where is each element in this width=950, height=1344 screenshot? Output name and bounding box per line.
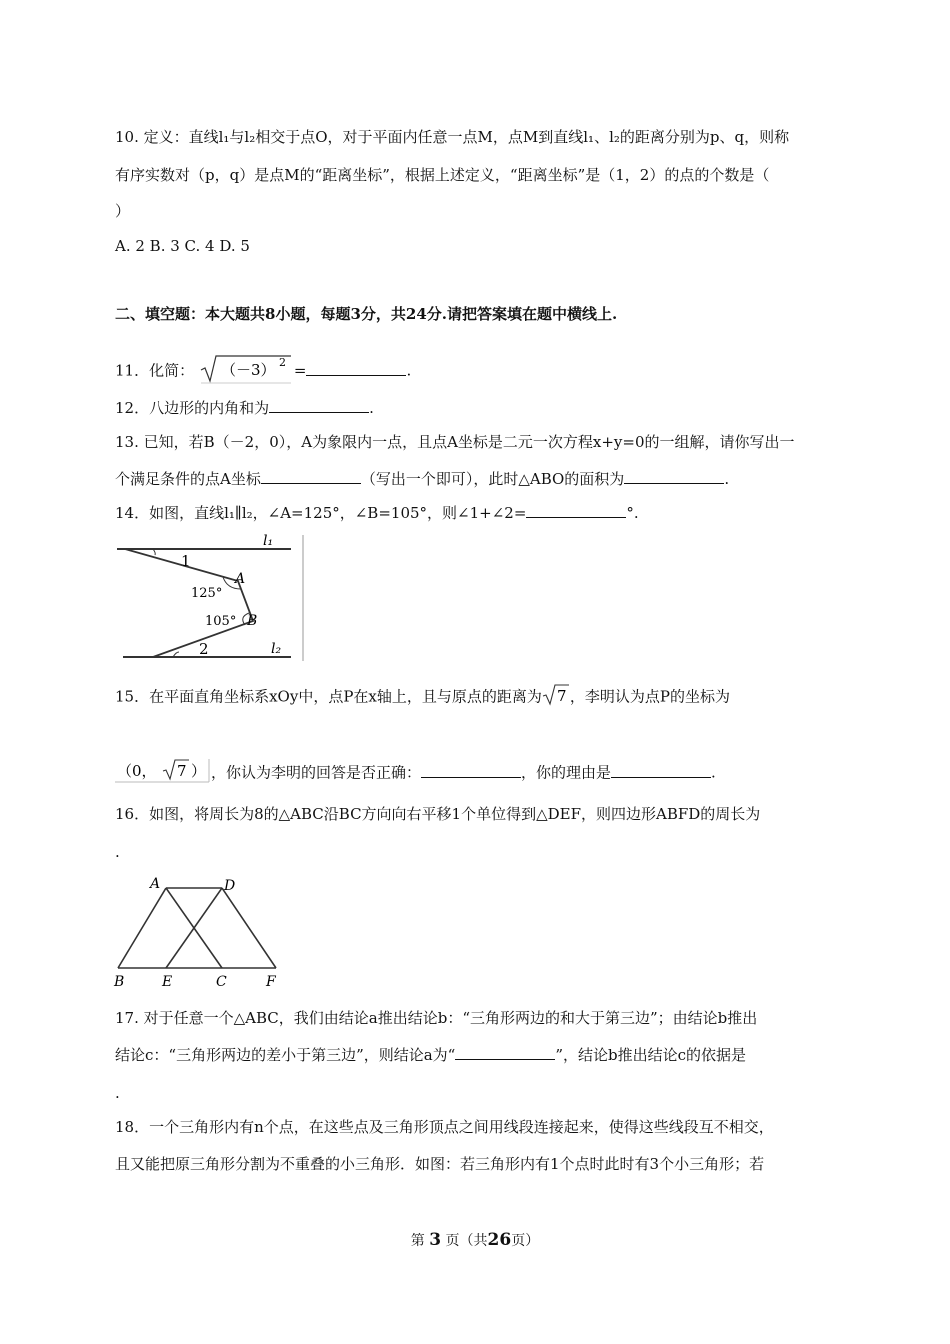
q17-text-a: 结论c：“三角形两边的差小于第三边”，则结论a为“ — [115, 1046, 456, 1064]
q15-blank-correct[interactable] — [421, 763, 521, 778]
q15-line1 — [115, 682, 730, 713]
q11-prefix: 11．化简： — [115, 361, 195, 380]
q15-sqrt7-icon — [542, 682, 570, 706]
q13-end: . — [724, 470, 730, 488]
q14-label-1: 1 — [181, 552, 191, 570]
q11-radical-box — [199, 352, 294, 391]
q14-label-l1: l₁ — [263, 533, 274, 549]
q16-label-C: C — [216, 974, 227, 990]
q14-line — [115, 503, 639, 523]
q13-blank-area[interactable] — [624, 469, 724, 484]
q14-angle-A: 125° — [191, 586, 223, 601]
q16-line2: . — [115, 843, 120, 861]
q17-answer-blank[interactable] — [455, 1045, 555, 1060]
q16-label-B: B — [114, 974, 125, 990]
footer-post: 页） — [511, 1233, 540, 1249]
q12-line — [115, 398, 374, 418]
q15-coord-sqrt7: 7 — [177, 762, 187, 780]
q15-blank-reason[interactable] — [611, 763, 711, 778]
q13-text-b: （写出一个即可），此时△ABO的面积为 — [360, 470, 625, 488]
q13-text-a: 个满足条件的点A坐标 — [115, 470, 261, 488]
q11-answer-blank[interactable] — [306, 361, 406, 376]
q16-figure — [110, 876, 285, 995]
q13-blank-coordinate[interactable] — [261, 469, 361, 484]
q17-line1: 17. 对于任意一个△ABC，我们由结论a推出结论b：“三角形两边的和大于第三边”；由结论b推出 — [115, 1009, 758, 1027]
q10-line2: 有序实数对（p，q）是点M的“距离坐标”，根据上述定义，“距离坐标”是（1，2）的点的个数是（ — [115, 166, 770, 184]
q14-angle-B: 105° — [205, 614, 237, 629]
q14-parallel-lines-diagram — [113, 533, 308, 663]
q15-text-b: ，李明认为点P的坐标为 — [569, 687, 730, 706]
q11-end: . — [406, 361, 412, 380]
q14-label-A: A — [235, 571, 246, 587]
q11-radicand: （－3） — [220, 361, 276, 379]
page-footer — [0, 1230, 950, 1250]
q15-text-d: ，你的理由是 — [521, 763, 612, 782]
q13-line1: 13. 已知，若B（－2，0），A为象限内一点，且点A坐标是二元一次方程x+y=0的一组解，请你写出一 — [115, 433, 795, 451]
footer-page-number: 3 — [429, 1230, 442, 1250]
q12-end: . — [369, 399, 374, 417]
q14-answer-blank[interactable] — [526, 503, 626, 518]
q17-line3: . — [115, 1084, 120, 1102]
q13-line2 — [115, 469, 729, 489]
q11-line — [115, 352, 411, 391]
q17-text-b: ”，结论b推出结论c的依据是 — [555, 1046, 747, 1064]
q14-label-2: 2 — [199, 640, 209, 658]
q14-figure — [113, 533, 308, 667]
q17-line2 — [115, 1045, 746, 1065]
footer-total-pages: 26 — [487, 1230, 512, 1250]
q15-line2 — [115, 757, 716, 790]
q14-end: °. — [626, 504, 639, 522]
q15-coord-open: （0， — [117, 762, 157, 780]
q12-answer-blank[interactable] — [269, 398, 369, 413]
q18-line2: 且又能把原三角形分割为不重叠的小三角形．如图：若三角形内有1个点时此时有3个小三角形；若 — [115, 1155, 765, 1173]
q15-coordinate-icon — [115, 757, 211, 783]
q16-label-A: A — [150, 876, 161, 892]
q15-text-c: ，你认为李明的回答是否正确： — [211, 763, 422, 782]
footer-mid: 页（共 — [445, 1233, 488, 1249]
q14-label-B: B — [247, 613, 258, 629]
q10-line3: ） — [115, 202, 131, 220]
q11-radical-icon — [199, 352, 294, 384]
q18-line1: 18．一个三角形内有n个点，在这些点及三角形顶点之间用线段连接起来，使得这些线段互不相交， — [115, 1118, 774, 1136]
q10-options: A. 2 B. 3 C. 4 D. 5 — [115, 237, 250, 255]
q11-equals: = — [293, 361, 307, 380]
q15-sqrt7-radicand: 7 — [556, 687, 567, 705]
q15-coord-close: ） — [191, 762, 207, 780]
q16-line1: 16．如图，将周长为8的△ABC沿BC方向向右平移1个单位得到△DEF，则四边形ABFD的周长为 — [115, 805, 761, 823]
q12-text: 12．八边形的内角和为 — [115, 399, 270, 417]
q14-text: 14．如图，直线l₁∥l₂，∠A=125°，∠B=105°，则∠1+∠2= — [115, 504, 527, 522]
q10-line1: 10. 定义：直线l₁与l₂相交于点O，对于平面内任意一点M，点M到直线l₁、l₂的距离分别为p、q，则称 — [115, 128, 790, 146]
footer-pre: 第 — [410, 1233, 425, 1249]
section-title: 二、填空题：本大题共8小题，每题3分，共24分.请把答案填在题中横线上. — [115, 305, 618, 323]
q15-text-a: 15．在平面直角坐标系xOy中，点P在x轴上，且与原点的距离为 — [115, 687, 542, 706]
q15-end: . — [711, 763, 716, 782]
q15-coordinate-box — [115, 757, 211, 790]
q15-sqrt7-box — [542, 682, 570, 713]
q14-label-l2: l₂ — [271, 641, 282, 657]
q11-exponent: 2 — [278, 356, 286, 369]
q16-label-D: D — [224, 878, 236, 894]
q16-label-E: E — [162, 974, 173, 990]
q16-translation-diagram — [110, 876, 285, 991]
q16-label-F: F — [266, 974, 276, 990]
